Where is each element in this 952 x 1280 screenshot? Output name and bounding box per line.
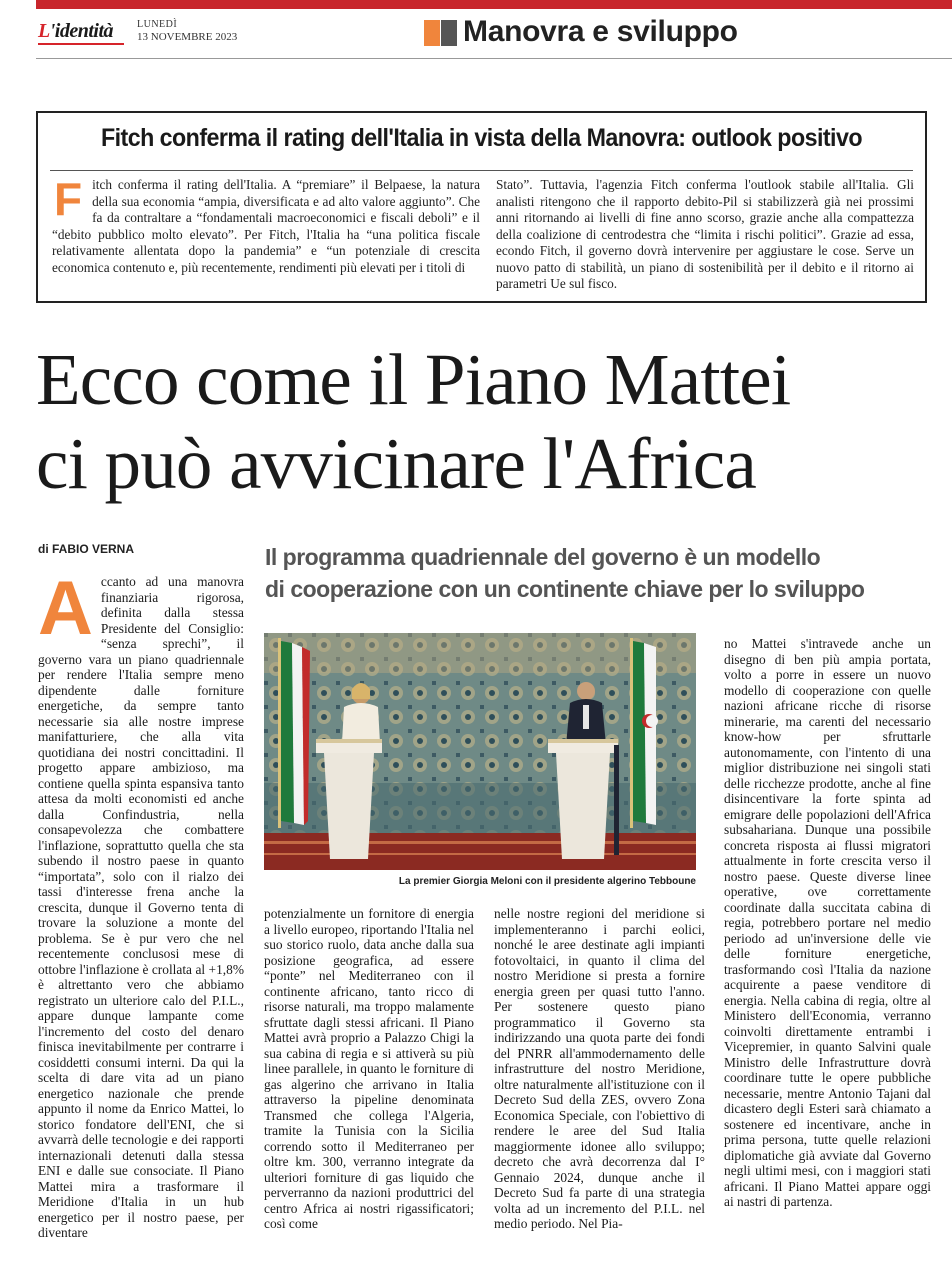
issue-date: 13 NOVEMBRE 2023 xyxy=(137,31,238,43)
article-column-2: potenzialmente un fornitore di energia a livello europeo, riportando l'Italia nel suo storico ruolo, data anche dalla sua posizione geografica, ad essere “ponte” nel Mediterraneo con il continente africano, tanto ricco di risorse naturali, ma troppo malamente sfruttate dagli stessi africani. Il Piano Mattei avrà proprio a Palazzo Chigi la sua cabina di regia e si attiverà su più linee parallele, in quanto le forniture di gas algerino che arrivano in Italia attraverso la pipeline denominata Transmed che collega l'Algeria, tramite la Tunisia con la Sicilia correndo sotto il Mediterraneo per oltre km. 300, verranno integrate da ulteriori forniture di gas liquido che perverranno da nazioni produttrici del centro Africa ai nostri rigassificatori; così come xyxy=(264,906,474,1231)
fitch-title-divider xyxy=(50,170,913,171)
photo-caption: La premier Giorgia Meloni con il presidente algerino Tebboune xyxy=(398,876,696,887)
byline: di FABIO VERNA xyxy=(38,542,135,556)
article-column-4-top: no Mattei s'intravede anche un disegno di ben più ampia portata, xyxy=(724,636,931,667)
section-marker-orange xyxy=(424,20,440,46)
article-column-3: nelle nostre regioni del meridione si implementeranno i parchi eolici, nonché le aree destinate agli impianti fotovoltaici, in quanto il clima del nostro Meridione si presta a fornire energia green per quasi tutto l'anno. Per sostenere questo piano programmatico il Governo sta indirizzando una quota parte dei fondi del PNRR all'ammodernamento delle infrastrutture del nostro Meridione, oltre naturalmente all'istituzione con il Decreto Sud della ZES, ovvero Zona Economica Speciale, con l'obiettivo di rendere le aree del Sud Italia maggiormente idonee allo sviluppo; decreto che avrà decorrenza dal I° Gennaio 2024, dunque anche il Decreto Sud fa parte di una strategia volta ad un incremento del P.I.L. nel medio periodo. Nel Pia- xyxy=(494,906,705,1231)
article-dropcap: A xyxy=(38,566,93,651)
article-photo xyxy=(264,633,696,870)
article-column-1-text: ccanto ad una manovra finanziaria rigorosa, definita dalla stessa Presidente del Consiglio: “senza sprechi”, il governo vara un piano quadriennale per rendere l'Italia sempre meno dipendente dalle forniture energetiche, da sempre tanto necessarie sia alle nostre imprese manifatturiere, che alla vita quotidiana dei nostri concittadini. Il progetto appare ambizioso, ma contiene quella spinta espansiva tanto attesa da molti economisti ed anche dalla Confindustria, nella consapevolezza che combattere l'inflazione, soprattutto quella che sta subendo il nostro paese in quanto “importata”, solo con il rialzo dei tassi d'interesse frena anche la crescita, dunque il Governo tenta di trovare la soluzione a monte del problema. Se è pur vero che nel recentemente conclusosi mese di ottobre l'inflazione è crollata al +1,8% è altrettanto vero che abbiamo registrato un ulteriore calo del P.I.L., appare dunque lampante come l'incremento del costo del denaro finisca inevitabilmente per contrarre i cosiddetti consumi interni. Da qui la scelta di dare vita ad un piano energetico nazionale che prende appunto il nome da Enrico Mattei, lo storico fondatore dell'ENI, che si avvarrà delle tecnologie e dei rapporti internazionali detenuti dalla stessa ENI e dalle sue consociate. Il Piano Mattei mira a trasformare il Meridione d'Italia in un hub energetico per il nostro paese, per diventare xyxy=(38,574,244,1240)
headline-line-1: Ecco come il Piano Mattei xyxy=(36,339,791,420)
article-column-4-text: volto a porre in essere un nuovo modello di cooperazione con quelle nazioni africane ricche di risorse minerarie, ma carenti del necessario know-how per sfruttarle autonomamente, con l'intento di una miglior distribuzione nei singoli stati delle ricchezze prodotte, anche al fine disincentivare la forte spinta ad emigrare delle popolazioni dell'Africa subsahariana. Dunque una possibile concreta risposta ai flussi migratori attualmente in forte crescita verso il nostro paese. Queste diverse linee operative, ove correttamente coordinate dalla succitata cabina di regia, potrebbero portare nel medio periodo ad un'inversione delle vie delle forniture energetiche, trasformando così l'Italia da nazione acquirente a paese venditore di energia. Nella cabina di regia, oltre al Ministero dell'Economia, verranno coinvolti direttamente entrambi i Vicepremier, in quanto Salvini quale Ministro delle Infrastrutture dovrà coordinare tutte le opere pubbliche necessarie, mentre Antonio Tajani dal dicastero degli Esteri sarà chiamato a sostenere ed incentivare, anche in prima persona, tutte quelle relazioni diplomatiche già avviate dal Governo negli ultimi mesi, con i maggiori stati africani. Il Piano Mattei appare oggi ai nastri di partenza. xyxy=(724,667,931,1209)
fitch-sidebar-box xyxy=(36,111,927,303)
section-title: Manovra e sviluppo xyxy=(463,15,738,48)
section-marker-gray xyxy=(441,20,457,46)
article-subhead xyxy=(265,541,864,605)
fitch-title: Fitch conferma il rating dell'Italia in vista della Manovra: outlook positivo xyxy=(101,124,862,152)
top-red-rule xyxy=(36,0,952,9)
photo-illustration xyxy=(264,633,696,870)
fitch-dropcap: F xyxy=(54,173,83,225)
subhead-line-2: di cooperazione con un continente chiave per lo sviluppo xyxy=(265,576,865,602)
article-headline xyxy=(36,338,790,506)
fitch-column-1 xyxy=(52,173,480,276)
header-divider xyxy=(36,58,952,59)
newspaper-logo[interactable]: L'identità xyxy=(38,20,114,42)
issue-day: LUNEDÌ xyxy=(137,19,178,30)
fitch-column-2: Stato”. Tuttavia, l'agenzia Fitch conferma l'outlook stabile all'Italia. Gli analisti ritengono che il rapporto debito-Pil si stabilizzerà già nei prossimi anni ritornando ai livelli di fine anno scorso, grazie anche alla compattezza della coalizione di centrodestra che “limita i rischi politici”. Grazie ad essa, econdo Fitch, il governo dovrà intervenire per aggiustare le cose. Serve un nuovo patto di stabilità, un piano di sostenibilità per il debito e il ritorno ai parametri Ue sul fisco. xyxy=(496,177,914,291)
headline-line-2: ci può avvicinare l'Africa xyxy=(36,423,756,504)
article-column-4 xyxy=(724,636,931,1210)
fitch-column-1-text: itch conferma il rating dell'Italia. A “premiare” il Belpaese, la natura della sua economia “ampia, diversificata e ad alto valore aggiunto”. Che fa da contraltare a “fondamentali macroeconomici e fiscali deboli” e il “debito pubblico molto elevato”. Per Fitch, l'Italia ha “una politica fiscale relativamente allentata dopo la pandemia” e “un potenziale di crescita economica contenuto e, più recentemente, rendimenti più elevati per i titoli di xyxy=(52,177,480,275)
article-column-1 xyxy=(38,566,244,1241)
logo-underline xyxy=(38,43,124,45)
subhead-line-1: Il programma quadriennale del governo è un modello xyxy=(265,544,821,570)
